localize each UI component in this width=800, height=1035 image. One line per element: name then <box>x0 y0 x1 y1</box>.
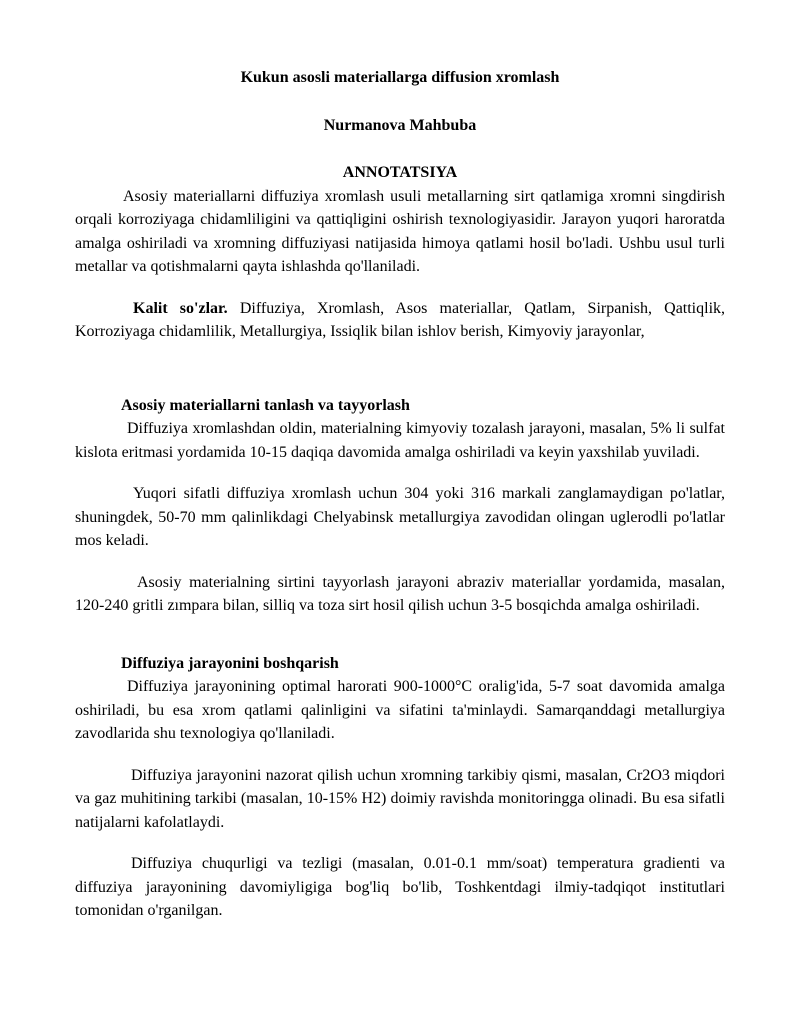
abstract-heading: ANNOTATSIYA <box>342 164 458 181</box>
paper-title: Kukun asosli materiallarga diffusion xromlash <box>240 69 560 86</box>
section-heading: Diffuziya jarayonini boshqarish <box>121 654 339 672</box>
section-heading: Asosiy materiallarni tanlash va tayyorlash <box>121 396 410 414</box>
section-paragraph: Diffuziya chuqurligi va tezligi (masalan, 0.01-0.1 mm/soat) temperatura gradienti va diffuziya jarayonining davomiyligiga bog'liq bo'lib, Toshkentdagi ilmiy-tadqiqot institutlari tomonidan o'rganilgan. <box>75 855 725 919</box>
author-name: Nurmanova Mahbuba <box>323 116 477 134</box>
section-paragraph: Diffuziya xromlashdan oldin, materialning kimyoviy tozalash jarayoni, masalan, 5% li sulfat kislota eritmasi yordamida 10-15 daqiqa davomida amalga oshiriladi va keyin yaxshilab yuviladi. <box>75 420 725 461</box>
section-paragraph: Yuqori sifatli diffuziya xromlash uchun 304 yoki 316 markali zanglamaydigan po'latlar, shuningdek, 50-70 mm qalinlikdagi Chelyabinsk metallurgiya zavodidan olingan uglerodli po'latlar mos keladi. <box>75 485 725 549</box>
keywords-label: Kalit so'zlar. <box>133 299 228 317</box>
keywords-list: Diffuziya, Xromlash, Asos materiallar, Qatlam, Sirpanish, Qattiqlik, Korroziyaga chidamlilik, Metallurgiya, Issiqlik bilan ishlov berish, Kimyoviy jarayonlar, <box>75 299 726 340</box>
abstract-text: Asosiy materiallarni diffuziya xromlash usuli metallarning sirt qatlamiga xromni singdirish orqali korroziyaga chidamliligini va qattiqligini oshirish texnologiyasidir. Jarayon yuqori haroratda amalga oshiriladi va xromning diffuziyasi natijasida himoya qatlami hosil bo'ladi. Ushbu usul turli metallar va qotishmalarni qayta ishlashda qo'llaniladi. <box>75 187 725 275</box>
section-paragraph: Asosiy materialning sirtini tayyorlash jarayoni abraziv materiallar yordamida, masalan, 120-240 gritli zımpara bilan, silliq va toza sirt hosil qilish uchun 3-5 bosqichda amalga oshiriladi. <box>75 573 725 614</box>
keywords-paragraph <box>75 297 725 344</box>
section-paragraph: Diffuziya jarayonining optimal harorati 900-1000°C oralig'ida, 5-7 soat davomida amalga oshiriladi, bu esa xrom qatlami qalinligini va sifatini ta'minlaydi. Samarqanddagi metallurgiya zavodlarida shu texnologiya qo'llaniladi. <box>75 678 725 742</box>
section-paragraph: Diffuziya jarayonini nazorat qilish uchun xromning tarkibiy qismi, masalan, Cr2O3 miqdori va gaz muhitining tarkibi (masalan, 10-15% H2) doimiy ravishda monitoringga olinadi. Bu esa sifatli natijalarni kafolatlaydi. <box>75 766 725 831</box>
